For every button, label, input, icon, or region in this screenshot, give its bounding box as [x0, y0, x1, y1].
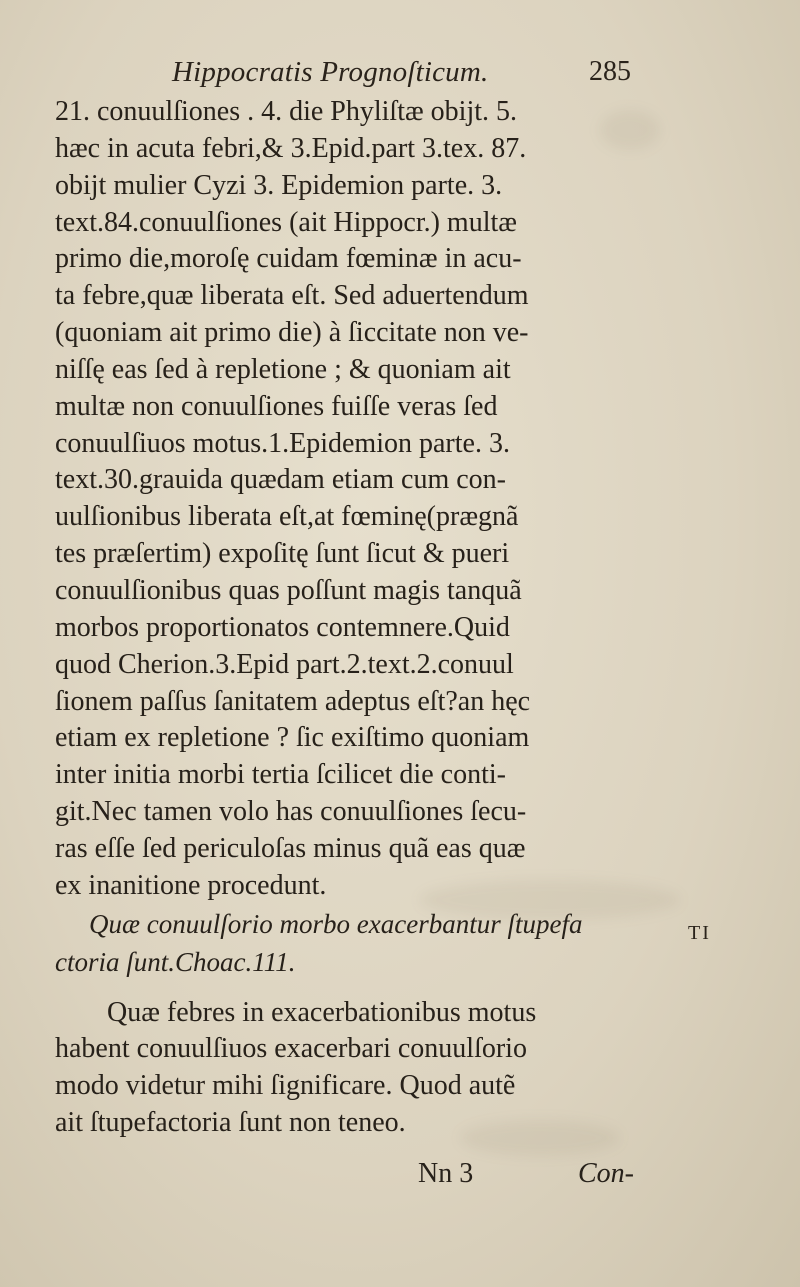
text-line: etiam ex repletione ? ſic exiſtimo quoniam	[55, 722, 530, 754]
text-line: ex inanitione procedunt.	[55, 869, 327, 901]
text-line: inter initia morbi tertia ſcilicet die conti-	[55, 759, 506, 791]
main-text-block	[55, 94, 655, 1142]
text-line: ras eſſe ſed periculoſas minus quã eas quæ	[55, 832, 526, 864]
text-line: uulſionibus liberata eſt,at fœminę(prægnã	[55, 501, 519, 533]
text-line: 21. conuulſiones . 4. die Phyliſtæ obijt. 5.	[55, 96, 517, 127]
text-line: tes præſertim) expoſitę ſunt ſicut & pueri	[55, 538, 510, 570]
page-number: 285	[589, 56, 631, 87]
text-line: ait ſtupefactoria ſunt non teneo.	[55, 1107, 406, 1139]
text-line: ſionem paſſus ſanitatem adeptus eſt?an hęc	[55, 685, 531, 717]
page-footer	[0, 1158, 800, 1198]
signature-mark: Nn 3	[418, 1158, 474, 1189]
aphorism-line: ctoria ſunt.Choac.111.	[55, 946, 296, 977]
text-line: obijt mulier Cyzi 3. Epidemion parte. 3.	[55, 169, 503, 201]
running-title: Hippocratis Prognoſticum.	[172, 56, 489, 88]
text-line: habent conuulſiuos exacerbari conuulſorio	[55, 1033, 527, 1065]
text-line: niſſę eas ſed à repletione ; & quoniam ait	[55, 353, 511, 385]
text-line: text.30.grauida quædam etiam cum con-	[55, 464, 506, 496]
body-paragraph	[55, 94, 655, 905]
text-line: conuulſionibus quas poſſunt magis tanquã	[55, 574, 522, 606]
text-line: primo die,moroſę cuidam fœminæ in acu-	[55, 243, 522, 275]
commentary-paragraph	[55, 995, 655, 1142]
margin-note: TI	[688, 922, 711, 944]
text-line: Quæ febres in exacerbationibus motus	[107, 996, 537, 1028]
text-line: (quoniam ait primo die) à ſiccitate non ve-	[55, 317, 529, 349]
paragraph-spacer	[55, 981, 655, 995]
catchword: Con-	[578, 1158, 634, 1189]
aphorism-heading	[55, 905, 655, 981]
text-line: conuulſiuos motus.1.Epidemion parte. 3.	[55, 427, 510, 459]
text-line: ta febre,quæ liberata eſt. Sed aduertendum	[55, 280, 529, 312]
aphorism-line: Quæ conuulſorio morbo exacerbantur ſtupefa	[89, 908, 583, 939]
text-line: git.Nec tamen volo has conuulſiones ſecu-	[55, 796, 527, 828]
text-line: hæc in acuta febri,& 3.Epid.part 3.tex. 87.	[55, 132, 527, 164]
text-line: multæ non conuulſiones fuiſſe veras ſed	[55, 390, 498, 422]
page-header	[0, 52, 800, 92]
text-line: modo videtur mihi ſignificare. Quod autẽ	[55, 1070, 516, 1102]
text-line: quod Cherion.3.Epid part.2.text.2.conuul	[55, 648, 514, 680]
text-line: text.84.conuulſiones (ait Hippocr.) multæ	[55, 206, 517, 238]
text-line: morbos proportionatos contemnere.Quid	[55, 611, 510, 643]
